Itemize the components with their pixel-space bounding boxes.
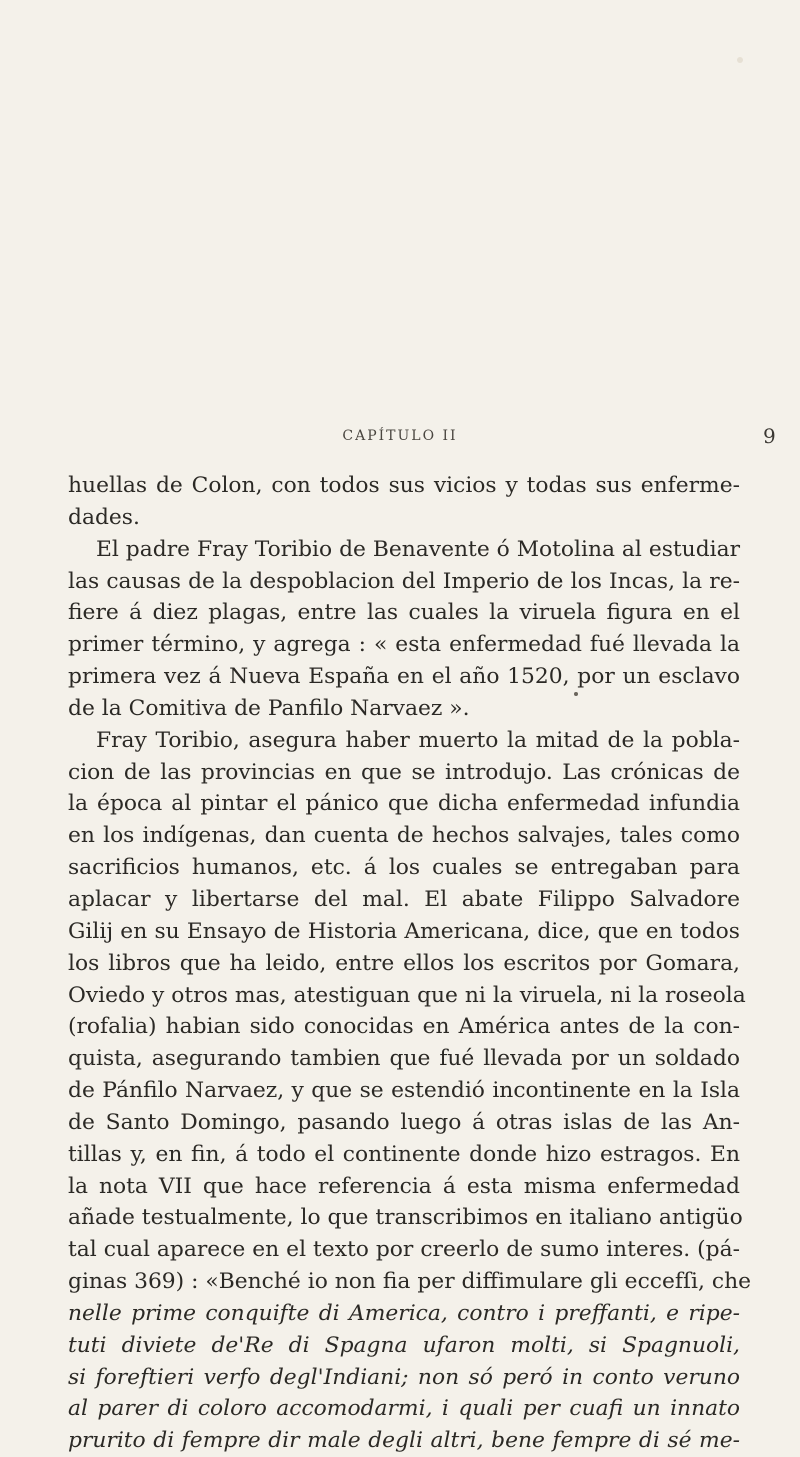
text-line: la época al pintar el pánico que dicha enfermedad infundia: [68, 791, 740, 817]
page-number: 9: [763, 424, 776, 448]
text-line: al parer di coloro accomodarmi, i quali per cuafi un innato: [68, 1396, 740, 1422]
text-line: El padre Fray Toribio de Benavente ó Motolina al estudiar: [96, 536, 741, 562]
text-line: tillas y, en fin, á todo el continente donde hizo estragos. En: [68, 1141, 740, 1167]
text-line: prurito di fempre dir male degli altri, bene fempre di sé me-: [68, 1428, 740, 1454]
ink-speck: [574, 692, 578, 696]
text-line: de la Comitiva de Panfilo Narvaez ».: [68, 695, 470, 721]
text-line: (rofalia) habian sido conocidas en América antes de la con-: [68, 1014, 740, 1040]
text-line: dades.: [68, 504, 140, 530]
text-line: Oviedo y otros mas, atestiguan que ni la viruela, ni la roseola: [68, 982, 746, 1008]
text-line: primer término, y agrega : « esta enfermedad fué llevada la: [68, 632, 740, 658]
text-line: fiere á diez plagas, entre las cuales la viruela figura en el: [68, 600, 740, 626]
text-line: la nota VII que hace referencia á esta misma enfermedad: [68, 1173, 740, 1199]
text-line: añade testualmente, lo que transcribimos en italiano antigüo: [68, 1205, 743, 1231]
text-line: huellas de Colon, con todos sus vicios y todas sus enferme-: [68, 473, 740, 498]
ink-speck: [737, 57, 743, 63]
text-line: cion de las provincias en que se introdujo. Las crónicas de: [68, 759, 740, 785]
text-line: tal cual aparece en el texto por creerlo de sumo interes. (pá-: [68, 1237, 740, 1263]
text-line: ginas 369) : «Benché io non fia per diffimulare gli eccefſi, che: [68, 1269, 752, 1295]
text-line: si foreftieri verfo degl'Indiani; non só peró in conto veruno: [68, 1364, 740, 1390]
text-line: de Santo Domingo, pasando luego á otras islas de las An-: [68, 1109, 740, 1135]
text-line: los libros que ha leido, entre ellos los escritos por Gomara,: [68, 950, 740, 976]
text-line: aplacar y libertarse del mal. El abate Filippo Salvadore: [68, 886, 740, 912]
text-line: las causas de la despoblacion del Imperio de los Incas, la re-: [68, 568, 740, 594]
text-line: Fray Toribio, asegura haber muerto la mitad de la pobla-: [96, 727, 740, 753]
text-line: primera vez á Nueva España en el año 1520, por un esclavo: [68, 664, 740, 690]
text-line: Gilij en su Ensayo de Historia Americana, dice, que en todos: [68, 918, 740, 944]
running-title: CAPÍTULO II: [342, 428, 458, 444]
text-line: sacrificios humanos, etc. á los cuales se entregaban para: [68, 855, 740, 881]
text-line: de Pánfilo Narvaez, y que se estendió incontinente en la Isla: [68, 1078, 740, 1104]
text-line: nelle prime conquifte di America, contro i preffanti, e ripe-: [68, 1300, 740, 1326]
text-line: en los indígenas, dan cuenta de hechos salvajes, tales como: [68, 823, 740, 849]
text-line: quista, asegurando tambien que fué llevada por un soldado: [68, 1046, 740, 1072]
text-line: tuti diviete de'Re di Spagna ufaron molti, si Spagnuoli,: [68, 1332, 740, 1358]
